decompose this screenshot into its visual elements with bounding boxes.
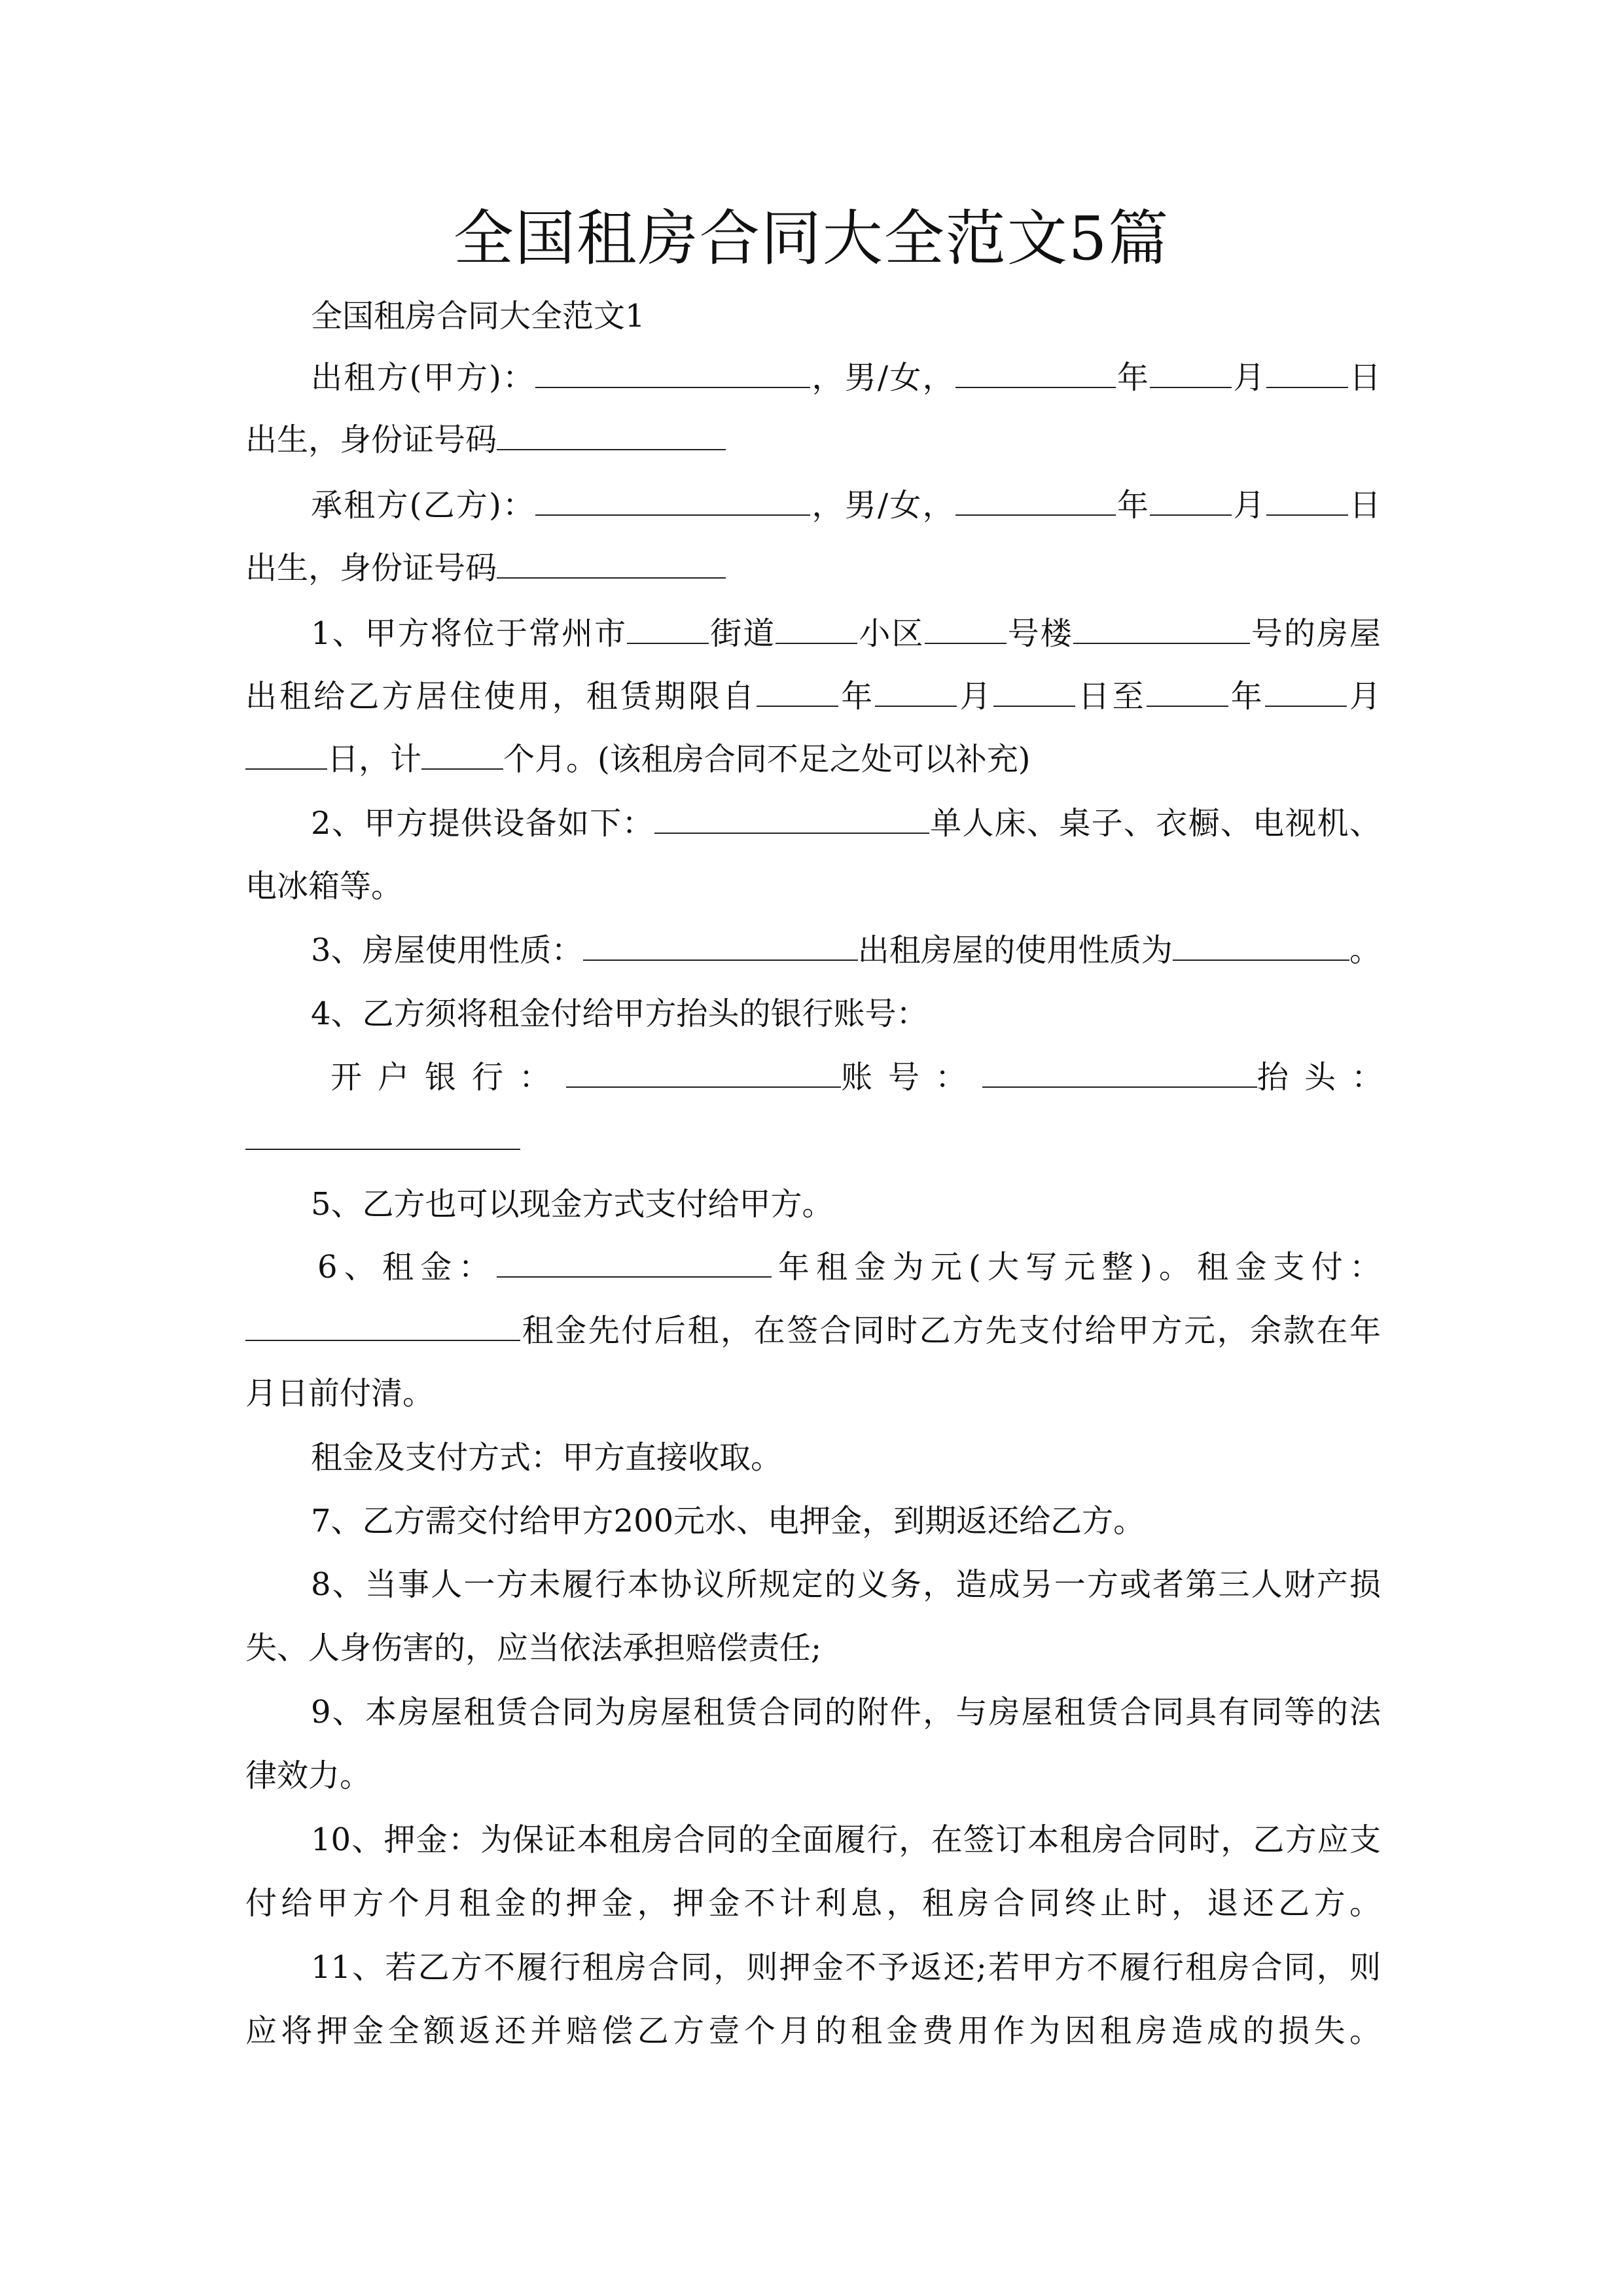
clause-6-line-3: 月日前付清。 [245, 1375, 435, 1412]
clause-1-line-1: 1、甲方将位于常州市 街道 小区 号楼 号的房屋 [311, 615, 1381, 652]
section-heading: 全国租房合同大全范文1 [311, 298, 645, 334]
clause-10-line-1: 10、押金：为保证本租房合同的全面履行，在签订本租房合同时，乙方应支 [311, 1821, 1381, 1858]
clause-11-line-1: 11、若乙方不履行租房合同，则押金不予返还;若甲方不履行租房合同，则 [311, 1949, 1381, 1986]
tenant-name-blank[interactable] [535, 509, 810, 516]
clause-4: 4、乙方须将租金付给甲方抬头的银行账号： [311, 996, 928, 1032]
clause-8-line-2: 失、人身伤害的，应当依法承担赔偿责任; [245, 1630, 822, 1666]
tenant-month-blank[interactable] [1150, 509, 1232, 516]
clause-8-line-1: 8、当事人一方未履行本协议所规定的义务，造成另一方或者第三人财产损 [311, 1566, 1381, 1603]
rent-blank[interactable] [497, 1271, 772, 1278]
payee-blank[interactable] [245, 1143, 520, 1150]
start-year-blank[interactable] [757, 700, 838, 707]
months-blank[interactable] [421, 763, 503, 770]
tenant-id-blank[interactable] [497, 572, 726, 579]
end-day-blank[interactable] [245, 763, 327, 770]
clause-9-line-2: 律效力。 [245, 1757, 372, 1794]
usage-nature-blank-2[interactable] [1173, 954, 1349, 961]
clause-2-line-2: 电冰箱等。 [245, 868, 403, 905]
landlord-id-blank[interactable] [497, 444, 726, 450]
community-blank[interactable] [776, 637, 857, 644]
bank-blank[interactable] [566, 1081, 841, 1088]
clause-6-line-1: 6、租金： 年租金为元(大写元整)。租金支付： [317, 1249, 1381, 1285]
landlord-month-blank[interactable] [1150, 382, 1232, 388]
clause-11-line-2: 应将押金全额返还并赔偿乙方壹个月的租金费用作为因租房造成的损失。 [245, 2013, 1381, 2049]
tenant-year-blank[interactable] [955, 509, 1116, 516]
start-day-blank[interactable] [993, 700, 1075, 707]
building-blank[interactable] [925, 637, 1007, 644]
clause-2-line-1: 2、甲方提供设备如下： 单人床、桌子、衣橱、电视机、 [311, 805, 1381, 842]
clause-6-line-2: 租金先付后租，在签合同时乙方先支付给甲方元，余款在年 [245, 1307, 1381, 1354]
landlord-line: 出租方(甲方)： ，男/女， 年 月 日 [311, 359, 1381, 396]
usage-nature-blank[interactable] [583, 954, 858, 961]
clause-7: 7、乙方需交付给甲方200元水、电押金，到期返还给乙方。 [311, 1503, 1145, 1539]
clause-9-line-1: 9、本房屋租赁合同为房屋租赁合同的附件，与房屋租赁合同具有同等的法 [311, 1694, 1381, 1731]
end-month-blank[interactable] [1265, 700, 1347, 707]
payment-blank[interactable] [245, 1335, 520, 1341]
tenant-id-line: 出生，身份证号码 [245, 545, 1381, 592]
unit-blank[interactable] [1073, 637, 1250, 644]
payment-method: 租金及支付方式：甲方直接收取。 [311, 1439, 783, 1476]
document-title: 全国租房合同大全范文5篇 [453, 204, 1170, 274]
end-year-blank[interactable] [1147, 700, 1228, 707]
payee-line [245, 1116, 1381, 1163]
equipment-blank[interactable] [654, 827, 929, 834]
start-month-blank[interactable] [875, 700, 957, 707]
clause-10-line-2: 付给甲方个月租金的押金，押金不计利息，租房合同终止时，退还乙方。 [245, 1885, 1381, 1922]
tenant-day-blank[interactable] [1266, 509, 1348, 516]
landlord-id-line: 出生，身份证号码 [245, 416, 1381, 463]
account-blank[interactable] [982, 1081, 1257, 1088]
clause-1-line-2: 出租给乙方居住使用，租赁期限自 年 月 日至 年 月 [245, 678, 1381, 715]
bank-info-line: 开户银行： 账号： 抬头： [330, 1059, 1399, 1096]
landlord-day-blank[interactable] [1266, 382, 1348, 388]
tenant-line: 承租方(乙方)： ，男/女， 年 月 日 [311, 487, 1381, 524]
landlord-name-blank[interactable] [535, 382, 810, 388]
landlord-year-blank[interactable] [955, 382, 1116, 388]
street-blank[interactable] [627, 637, 709, 644]
clause-1-line-3: 日，计 个月。(该租房合同不足之处可以补充) [245, 736, 1381, 783]
clause-3: 3、房屋使用性质： 出租房屋的使用性质为 。 [311, 932, 1381, 969]
clause-5: 5、乙方也可以现金方式支付给甲方。 [311, 1186, 834, 1223]
